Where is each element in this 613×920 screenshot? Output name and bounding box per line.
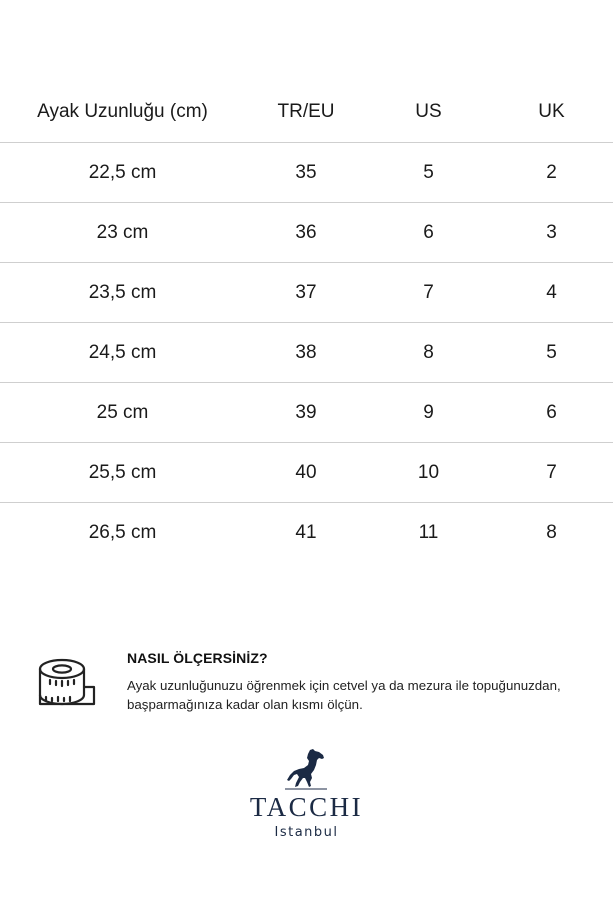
tr-eu-cell: 36: [295, 221, 317, 243]
brand-name: TACCHI: [249, 792, 364, 822]
table-row: [0, 323, 613, 383]
foot-length-cell: 23 cm: [96, 221, 149, 243]
foot-length-cell: 23,5 cm: [88, 281, 157, 303]
uk-cell: 6: [546, 401, 557, 423]
us-cell: 9: [423, 401, 434, 423]
tr-eu-cell: 40: [295, 461, 317, 483]
table-row: [0, 443, 613, 503]
uk-cell: 4: [546, 281, 557, 303]
us-cell: 11: [418, 521, 439, 543]
tr-eu-cell: 38: [295, 341, 317, 363]
foot-length-cell: 25 cm: [96, 401, 149, 423]
uk-cell: 5: [546, 341, 557, 363]
brand-subtitle: Istanbul: [274, 825, 339, 840]
how-to-measure-text: Ayak uzunluğunuzu öğrenmek için cetvel ya da mezura ile topuğunuzdan, başparmağınıza kadar olan kısmı ölçün.: [127, 678, 561, 712]
how-to-measure-title: NASIL ÖLÇERSİNİZ?: [127, 650, 268, 666]
us-cell: 7: [423, 281, 434, 303]
tr-eu-cell: 35: [295, 161, 317, 183]
us-cell: 6: [423, 221, 434, 243]
table-row: [0, 383, 613, 443]
header-tr-eu: TR/EU: [277, 101, 335, 122]
header-us: US: [415, 101, 442, 122]
table-row: [0, 203, 613, 263]
tr-eu-cell: 37: [295, 281, 317, 303]
brand-logo: [0, 748, 613, 848]
tr-eu-cell: 39: [295, 401, 317, 423]
table-header-row: [0, 82, 613, 143]
tr-eu-cell: 41: [295, 521, 317, 543]
table-row: [0, 263, 613, 323]
us-cell: 5: [423, 161, 434, 183]
measuring-tape-icon: [36, 657, 98, 709]
uk-cell: 3: [546, 221, 557, 243]
uk-cell: 2: [546, 161, 557, 183]
uk-cell: 8: [546, 521, 557, 543]
header-uk: UK: [538, 101, 565, 122]
header-foot-length: Ayak Uzunluğu (cm): [37, 101, 208, 122]
us-cell: 10: [417, 461, 440, 483]
uk-cell: 7: [546, 461, 557, 483]
foot-length-cell: 24,5 cm: [88, 341, 157, 363]
how-to-measure-section: [0, 645, 613, 725]
us-cell: 8: [423, 341, 434, 363]
size-chart-table: [0, 82, 613, 562]
table-row: [0, 143, 613, 203]
foot-length-cell: 26,5 cm: [88, 521, 157, 543]
horse-logo-icon: [283, 748, 329, 792]
foot-length-cell: 25,5 cm: [88, 461, 157, 483]
table-row: [0, 503, 613, 562]
foot-length-cell: 22,5 cm: [88, 161, 157, 183]
